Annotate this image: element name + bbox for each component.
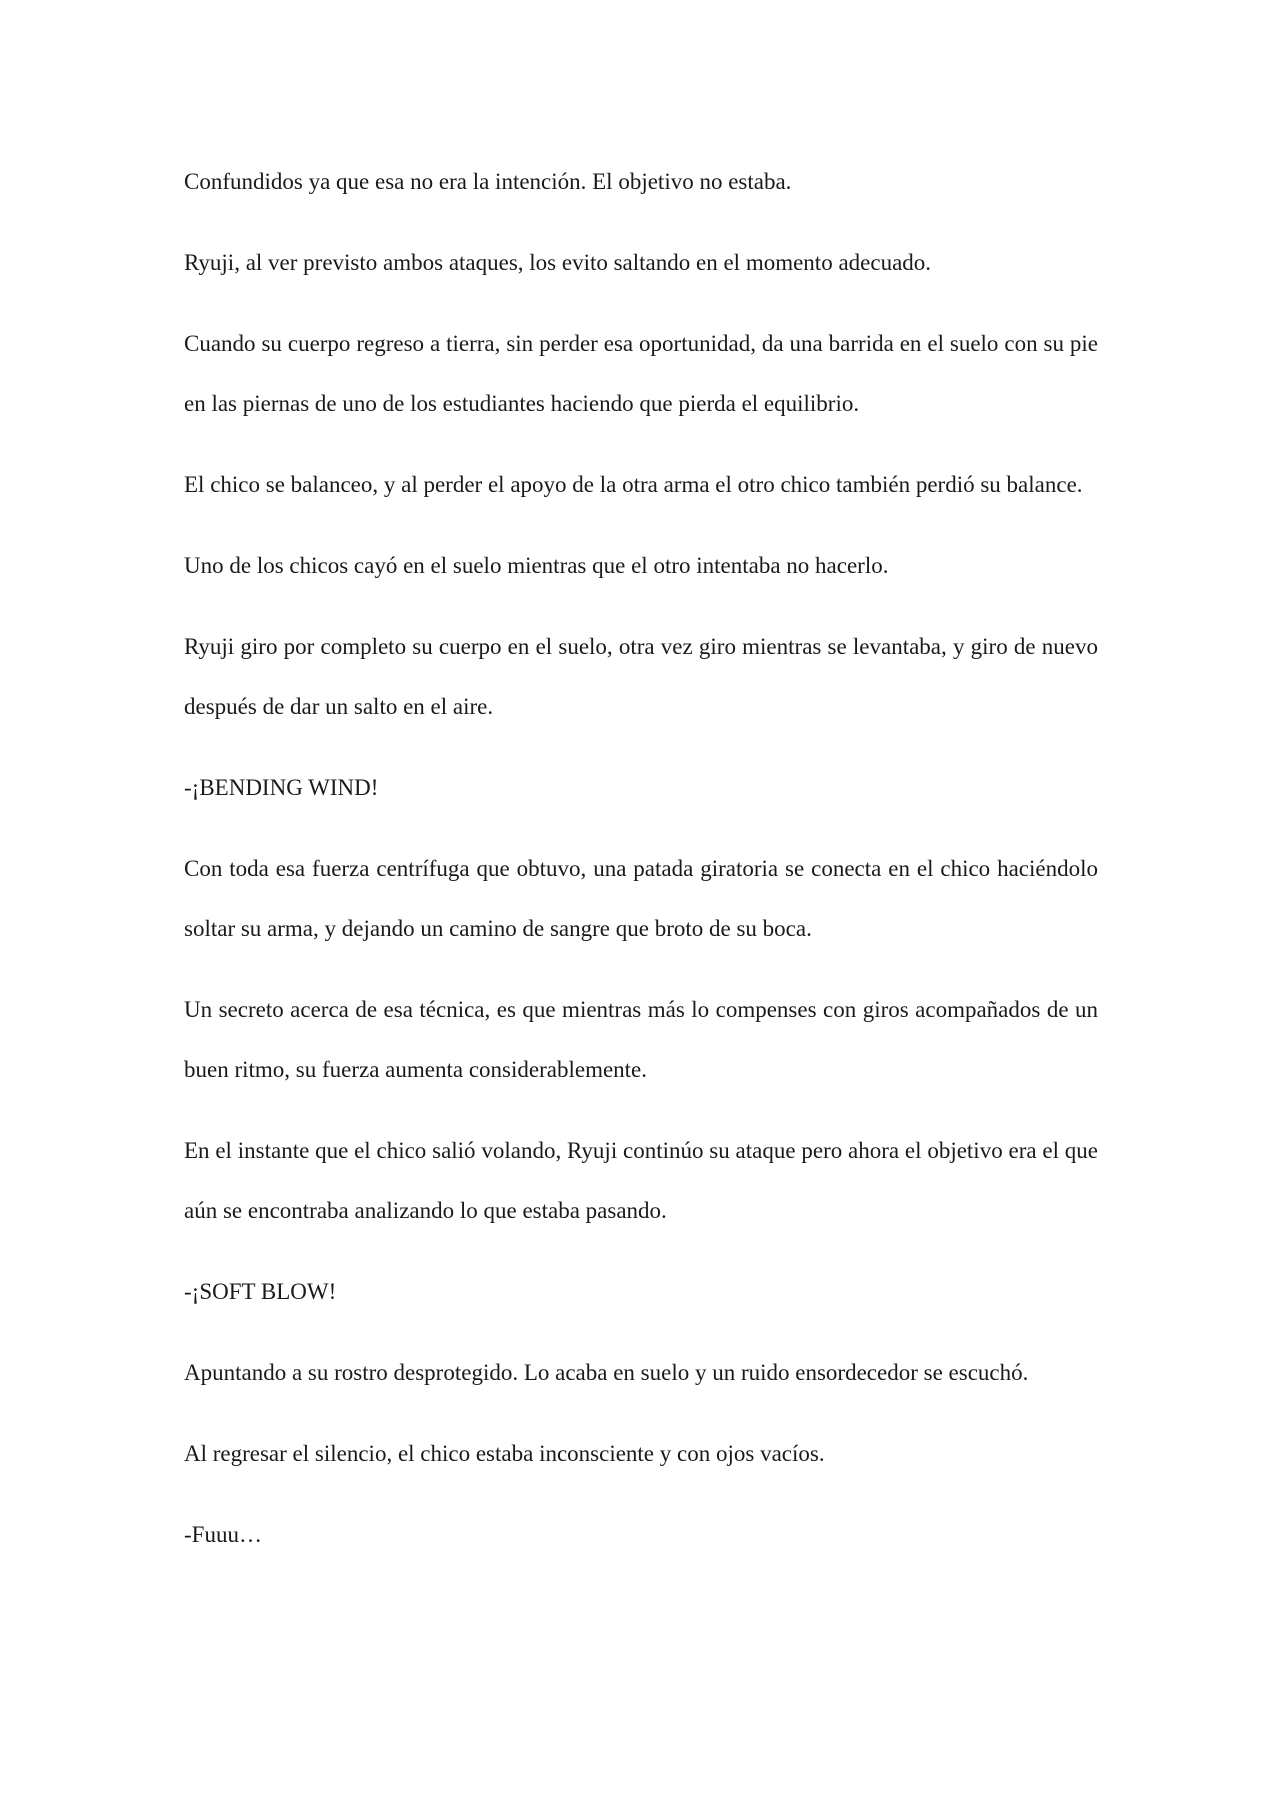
dialogue-line: -Fuuu… — [184, 1522, 262, 1547]
paragraph: Ryuji giro por completo su cuerpo en el suelo, otra vez giro mientras se levantaba, y giro de nuevo después de dar un salto en el aire. — [184, 634, 1098, 719]
paragraph: Cuando su cuerpo regreso a tierra, sin perder esa oportunidad, da una barrida en el suelo con su pie en las piernas de uno de los estudiantes haciendo que pierda el equilibrio. — [184, 331, 1098, 416]
paragraph: El chico se balanceo, y al perder el apoyo de la otra arma el otro chico también perdió su balance. — [184, 472, 1083, 497]
dialogue-line: -¡BENDING WIND! — [184, 775, 379, 800]
paragraph: Un secreto acerca de esa técnica, es que mientras más lo compenses con giros acompañados de un buen ritmo, su fuerza aumenta considerablemente. — [184, 997, 1098, 1082]
paragraph: Ryuji, al ver previsto ambos ataques, los evito saltando en el momento adecuado. — [184, 250, 932, 275]
document-body — [184, 152, 1098, 1586]
paragraph: Al regresar el silencio, el chico estaba inconsciente y con ojos vacíos. — [184, 1441, 825, 1466]
paragraph: Con toda esa fuerza centrífuga que obtuvo, una patada giratoria se conecta en el chico haciéndolo soltar su arma, y dejando un camino de sangre que broto de su boca. — [184, 856, 1098, 941]
paragraph: Confundidos ya que esa no era la intención. El objetivo no estaba. — [184, 169, 792, 194]
dialogue-line: -¡SOFT BLOW! — [184, 1279, 337, 1304]
paragraph: Uno de los chicos cayó en el suelo mientras que el otro intentaba no hacerlo. — [184, 553, 889, 578]
paragraph: En el instante que el chico salió volando, Ryuji continúo su ataque pero ahora el objetivo era el que aún se encontraba analizando lo que estaba pasando. — [184, 1138, 1098, 1223]
paragraph: Apuntando a su rostro desprotegido. Lo acaba en suelo y un ruido ensordecedor se escuchó. — [184, 1360, 1029, 1385]
